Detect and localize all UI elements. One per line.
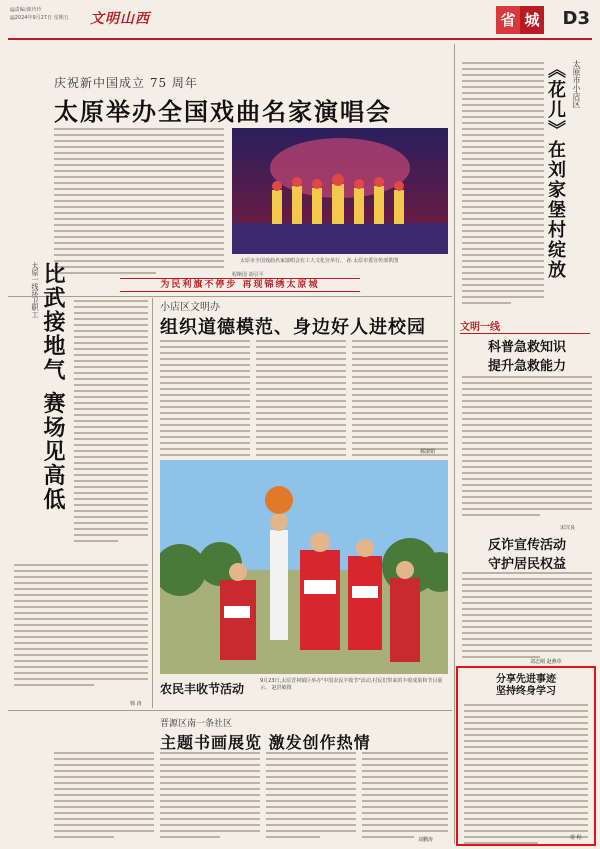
date-line: ▤2024年9月27日 星期五	[10, 15, 69, 21]
right-item-1-title-line1: 科普急救知识	[487, 340, 566, 355]
highlight-article-box	[456, 666, 596, 846]
left-story-subtitle: 太原一线环卫职工	[31, 262, 39, 318]
right-item-2-author: 刘志刚 赵燕草	[530, 659, 562, 665]
mid-story-body-col2	[256, 340, 346, 462]
highlight-title	[458, 674, 594, 698]
section-tag: 文明一线	[460, 318, 590, 334]
mid-story-author: 郝淑娟	[420, 449, 436, 455]
editor-line: ▤责编:韩玲玲	[10, 7, 42, 13]
mid-story-kicker: 小店区文明办	[160, 302, 220, 313]
lead-photo-caption: 太原市全国戏曲名家演唱会在工人文化宫举行。 孙 太原市委宣传部供图	[240, 258, 399, 264]
harvest-festival-photo	[160, 460, 448, 674]
highlight-title-line1: 分享先进事迹	[496, 674, 556, 685]
bottom-story-body-col2	[160, 752, 260, 838]
column-divider-2	[152, 298, 153, 708]
right-story-body	[462, 62, 544, 304]
slogan-banner: 为民利旗不停步 再现锦绣太原城	[120, 278, 360, 292]
right-item-2-title	[462, 534, 592, 572]
right-item-2-body	[462, 572, 592, 658]
page-number: D3	[562, 8, 590, 29]
left-story-body-2	[14, 564, 148, 686]
bottom-story-body-col1	[54, 752, 154, 838]
left-story-title: 比武接地气 赛场见高低	[40, 262, 66, 512]
bottom-story-body-col4	[362, 752, 448, 838]
highlight-body	[464, 704, 588, 844]
right-item-1-title-line2: 提升急救能力	[487, 359, 566, 374]
column-divider	[454, 44, 455, 844]
highlight-author: 常 程	[570, 835, 582, 841]
right-item-1-author: 宋汉良	[560, 525, 576, 531]
photo-story-title: 农民丰收节活动	[160, 682, 245, 696]
paper-title: 文明山西	[90, 11, 150, 27]
lead-photo-credit: 程斯国 胡引平	[232, 272, 264, 278]
right-item-2-title-line2: 守护居民权益	[487, 557, 566, 572]
bottom-divider	[8, 710, 452, 711]
right-item-1-body	[462, 376, 592, 516]
lead-photo	[232, 128, 448, 254]
left-story-body	[74, 300, 148, 542]
bottom-story-kicker: 晋源区南一条社区	[160, 719, 233, 729]
bottom-story-author: 刘鹏涛	[418, 837, 434, 843]
left-story-author: 韩 涛	[130, 701, 142, 707]
stage-performance-image	[232, 128, 448, 254]
highlight-title-line2: 坚持终身学习	[496, 686, 556, 697]
bottom-story-body-col3	[266, 752, 356, 838]
right-item-1-title	[462, 336, 592, 374]
photo-story-caption: 9月23日,太原晋祠镇区举办"中国农民丰收节"活动,村民们带来的丰收成果和节目展示。 赵洪敏摄	[260, 678, 443, 691]
right-story-subtitle: 太原市小店区	[572, 60, 581, 108]
mid-story-body-col1	[160, 340, 250, 462]
section-badge	[496, 6, 544, 34]
harvest-festival-image	[160, 460, 448, 674]
lead-title: 太原举办全国戏曲名家演唱会	[54, 97, 392, 126]
mid-story-title: 组织道德模范、身边好人进校园	[160, 317, 426, 338]
masthead	[8, 4, 592, 40]
bottom-story-title: 主题书画展览 激发创作热情	[160, 733, 371, 752]
masthead-meta	[10, 6, 69, 22]
section-char-2: 城	[520, 6, 544, 34]
lead-kicker: 庆祝新中国成立 75 周年	[54, 76, 198, 90]
right-story-title: 《花儿》在刘家堡村绽放	[545, 60, 566, 280]
right-item-2-title-line1: 反诈宣传活动	[487, 538, 566, 553]
section-char-1: 省	[496, 6, 520, 34]
section-divider	[8, 296, 452, 297]
mid-story-body-col3	[352, 340, 448, 462]
lead-body-text	[54, 128, 224, 274]
